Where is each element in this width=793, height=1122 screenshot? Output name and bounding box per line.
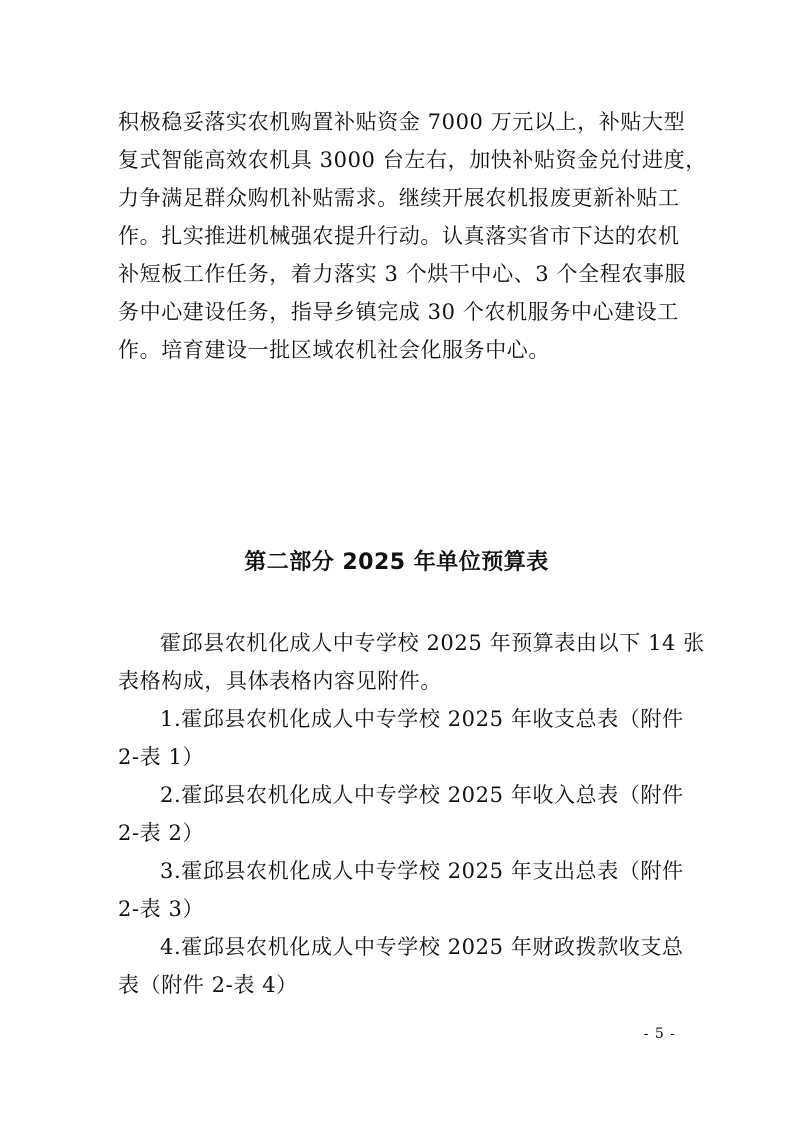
- table-list-item-cont: 表（附件 2-表 4）: [118, 973, 298, 997]
- table-list-item-cont: 2-表 1）: [118, 745, 205, 769]
- budget-table-list: [118, 624, 705, 1004]
- paragraph-line: 务中心建设任务，指导乡镇完成 30 个农机服务中心建设工: [118, 300, 679, 324]
- paragraph-line: 复式智能高效农机具 3000 台左右，加快补贴资金兑付进度，: [118, 148, 707, 172]
- paragraph-line: 补短板工作任务，着力落实 3 个烘干中心、3 个全程农事服: [118, 262, 687, 286]
- paragraph-line: 作。扎实推进机械强农提升行动。认真落实省市下达的农机: [118, 224, 680, 248]
- budget-intro-line: 霍邱县农机化成人中专学校 2025 年预算表由以下 14 张: [160, 631, 705, 655]
- paragraph-line: 作。培育建设一批区域农机社会化服务中心。: [118, 338, 550, 362]
- table-list-item-cont: 2-表 3）: [118, 897, 205, 921]
- section-title: 第二部分 2025 年单位预算表: [244, 550, 549, 575]
- page-number: - 5 -: [643, 1026, 676, 1042]
- table-list-item-cont: 2-表 2）: [118, 821, 205, 845]
- table-list-item: 2.霍邱县农机化成人中专学校 2025 年收入总表（附件: [160, 783, 684, 807]
- budget-intro-line: 表格构成，具体表格内容见附件。: [118, 669, 442, 693]
- table-list-item: 1.霍邱县农机化成人中专学校 2025 年收支总表（附件: [160, 707, 684, 731]
- intro-paragraph: [118, 103, 707, 369]
- paragraph-line: 力争满足群众购机补贴需求。继续开展农机报废更新补贴工: [118, 186, 680, 210]
- paragraph-line: 积极稳妥落实农机购置补贴资金 7000 万元以上，补贴大型: [118, 110, 686, 134]
- table-list-item: 3.霍邱县农机化成人中专学校 2025 年支出总表（附件: [160, 859, 684, 883]
- table-list-item: 4.霍邱县农机化成人中专学校 2025 年财政拨款收支总: [160, 935, 684, 959]
